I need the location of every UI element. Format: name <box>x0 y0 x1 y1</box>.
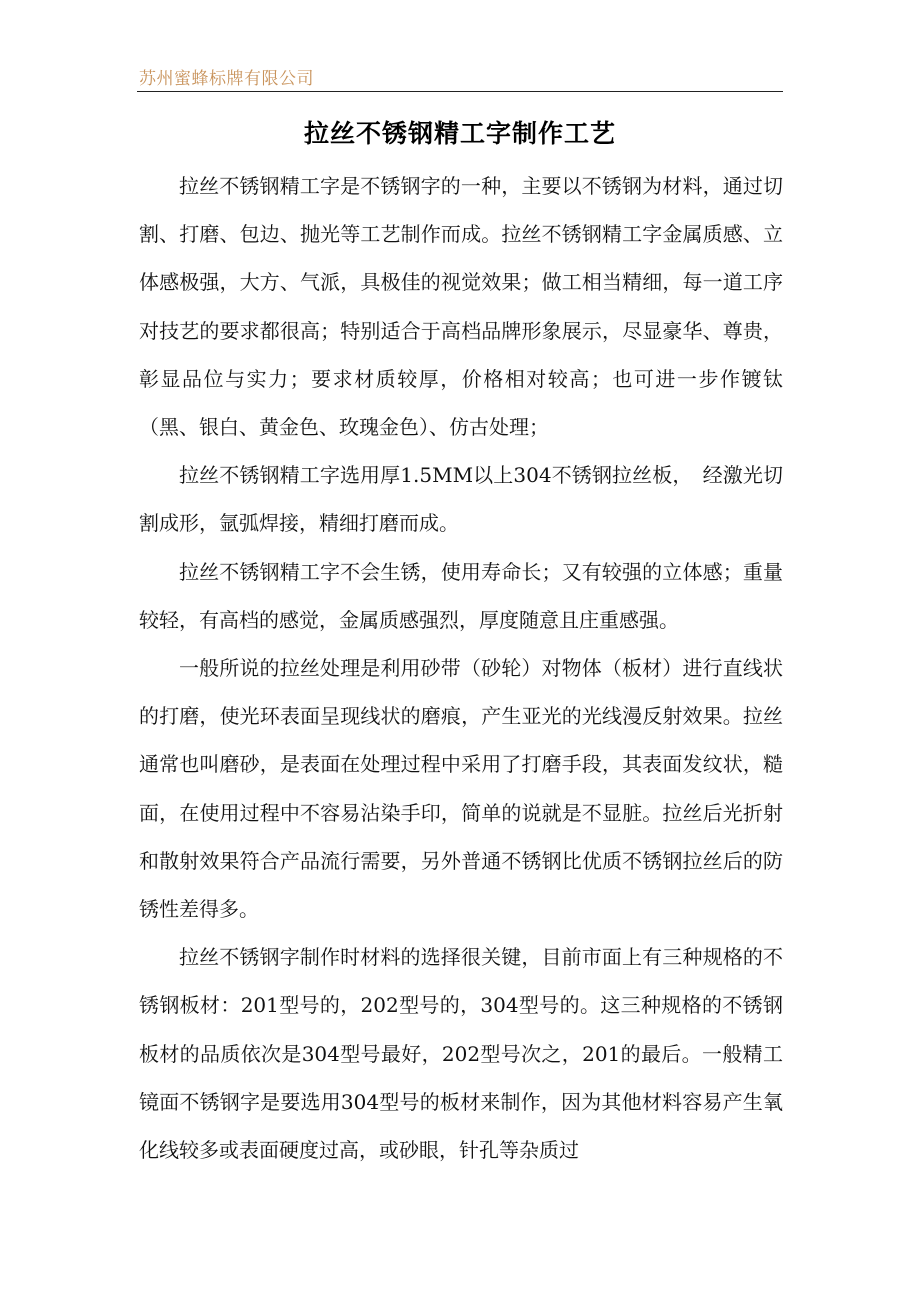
header-company-name: 苏州蜜蜂标牌有限公司 <box>139 69 314 89</box>
paragraph-intro: 拉丝不锈钢精工字是不锈钢字的一种，主要以不锈钢为材料，通过切割、打磨、包边、抛光等工艺制作而成。拉丝不锈钢精工字金属质感、立体感极强，大方、气派，具极佳的视觉效果；做工相当精细，每一道工序对技艺的要求都很高；特别适合于高档品牌形象展示，尽显豪华、尊贵，彰显品位与实力；要求材质较厚，价格相对较高；也可进一步作镀钛（黑、银白、黄金色、玫瑰金色）、仿古处理； <box>139 174 783 440</box>
header-divider <box>137 91 783 92</box>
document-title: 拉丝不锈钢精工字制作工艺 <box>303 119 616 148</box>
document-body <box>139 162 783 1174</box>
paragraph-material: 拉丝不锈钢精工字选用厚1.5MM以上304不锈钢拉丝板， 经激光切割成形，氩弧焊接，精细打磨而成。 <box>139 463 783 536</box>
paragraph-brushing-process: 一般所说的拉丝处理是利用砂带（砂轮）对物体（板材）进行直线状的打磨，使光环表面呈现线状的磨痕，产生亚光的光线漫反射效果。拉丝通常也叫磨砂，是表面在处理过程中采用了打磨手段，其表面发纹状，糙面，在使用过程中不容易沾染手印，简单的说就是不显脏。拉丝后光折射和散射效果符合产品流行需要，另外普通不锈钢比优质不锈钢拉丝后的防锈性差得多。 <box>139 656 783 922</box>
paragraph-material-grades: 拉丝不锈钢字制作时材料的选择很关键，目前市面上有三种规格的不锈钢板材：201型号的，202型号的，304型号的。这三种规格的不锈钢板材的品质依次是304型号最好，202型号次之，201的最后。一般精工镜面不锈钢字是要选用304型号的板材来制作，因为其他材料容易产生氧化线较多或表面硬度过高，或砂眼，针孔等杂质过 <box>139 945 783 1163</box>
paragraph-durability: 拉丝不锈钢精工字不会生锈，使用寿命长；又有较强的立体感；重量较轻，有高档的感觉，金属质感强烈，厚度随意且庄重感强。 <box>139 559 783 632</box>
